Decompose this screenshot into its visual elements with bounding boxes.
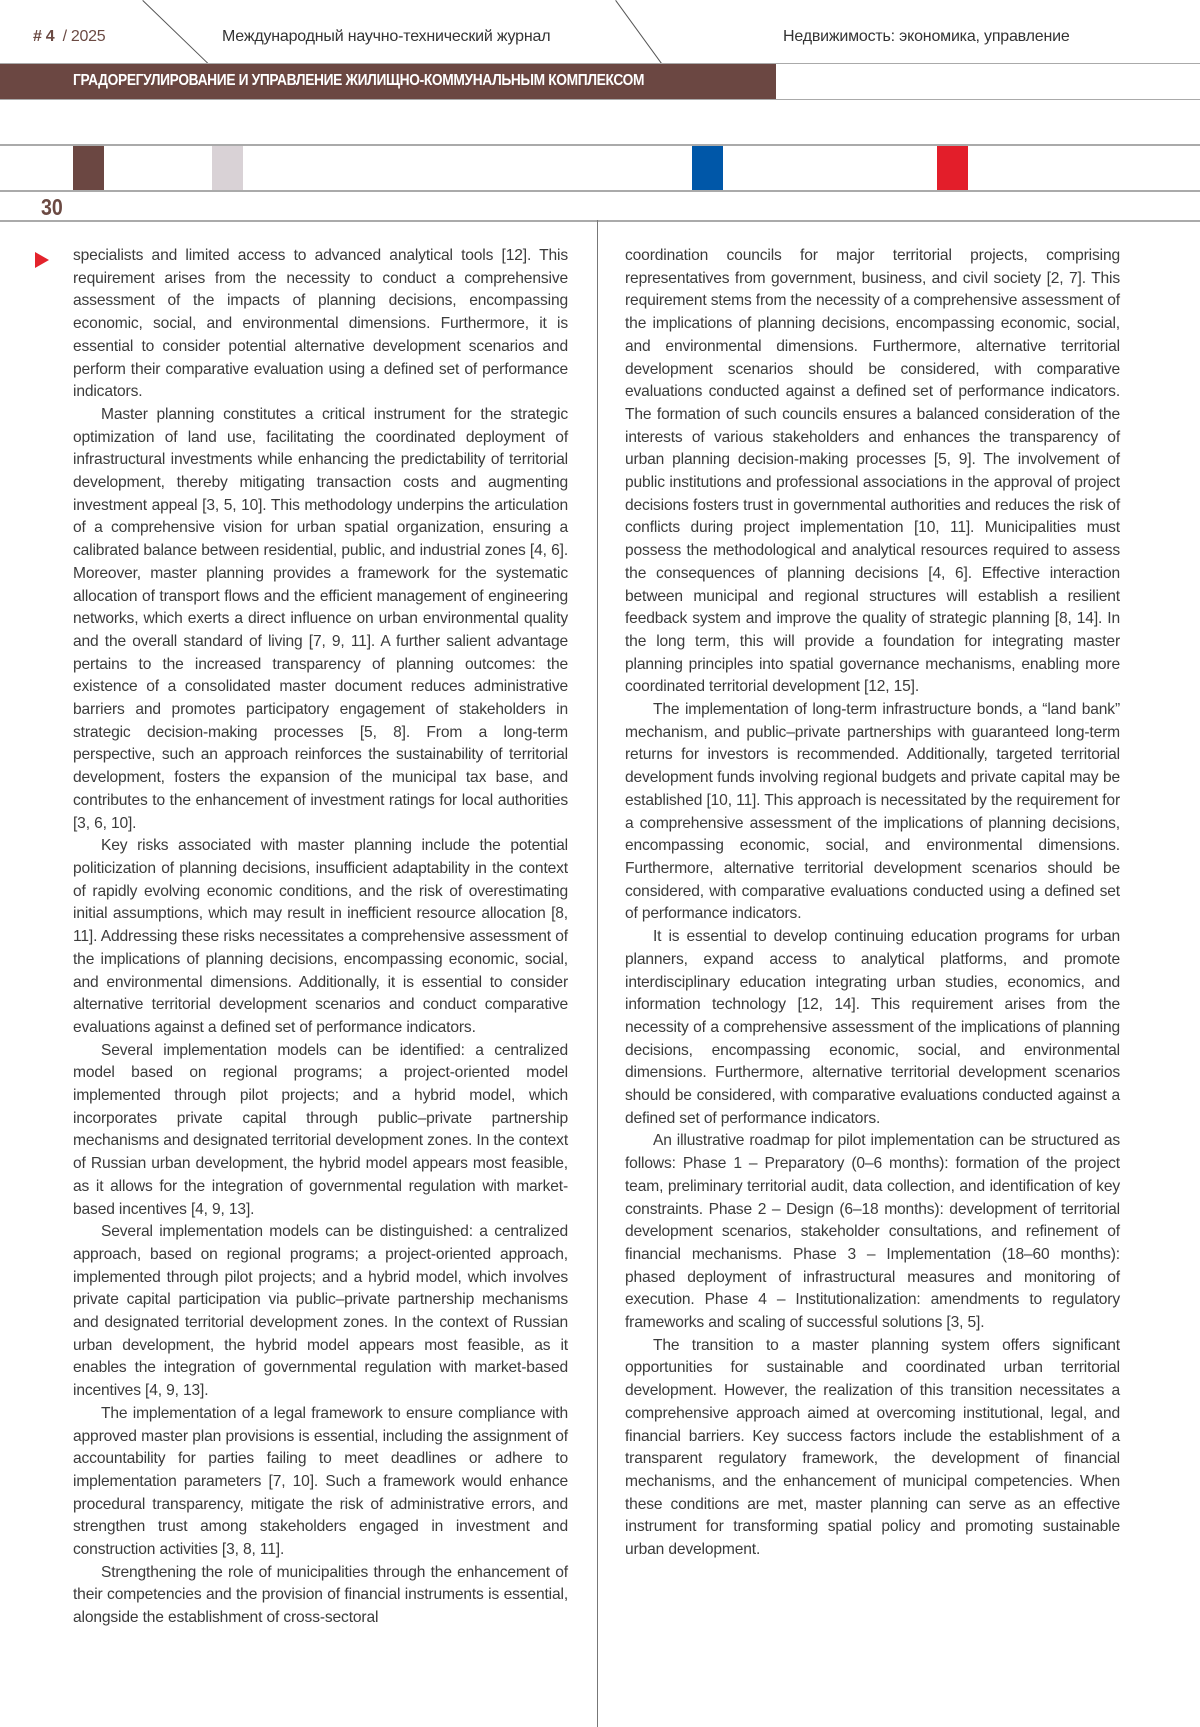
paragraph: The implementation of long-term infrastructure bonds, a “land bank” mechanism, and public–private partnerships with guaranteed long-term returns for investors is recommended. Additionally, targeted territorial development funds involving regional budgets and private capital may be established [10, 11]. This approach is necessitated by the requirement for a comprehensive assessment of the implications of planning decisions, encompassing economic, social, and environmental dimensions. Furthermore, alternative territorial development scenarios should be considered, with comparative evaluations conducted using a defined set of performance indicators.: [625, 701, 1120, 923]
triangle-marker-icon: [35, 252, 49, 268]
issue-year: / 2025: [62, 28, 106, 45]
header-divider-line: [142, 0, 208, 64]
rule: [0, 190, 1200, 192]
rule: [0, 99, 1200, 100]
paragraph: specialists and limited access to advanced analytical tools [12]. This requirement arises from the necessity to conduct a comprehensive assessment of the impacts of planning decisions, encompassing economic, social, and environmental dimensions. Furthermore, it is essential to consider potential alternative development scenarios and perform their comparative evaluation using a defined set of performance indicators.: [73, 247, 568, 401]
paragraph: Several implementation models can be identified: a centralized model based on regional programs; a project-oriented model implemented through pilot projects; and a hybrid model, which incorporates private capital through public–private partnership mechanisms and designated territorial development zones. In the context of Russian urban development, the hybrid model appears most feasible, as it allows for the integration of governmental regulation with market-based incentives [4, 9, 13].: [73, 1041, 568, 1218]
paragraph: An illustrative roadmap for pilot implementation can be structured as follows: Phase 1 – Preparatory (0–6 months): formation of the project team, preliminary territorial audit, data collection, and identification of key constraints. Phase 2 – Design (6–18 months): development of territorial development scenarios, stakeholder consultations, and refinement of financial mechanisms. Phase 3 – Implementation (18–60 months): phased deployment of infrastructural measures and monitoring of execution. Phase 4 – Institutionalization: amendments to regulatory frameworks and scaling of successful solutions [3, 5].: [625, 1132, 1120, 1332]
left-column: [73, 245, 568, 1630]
section-banner: [0, 64, 776, 99]
header-divider-line: [615, 0, 662, 65]
rule: [0, 220, 1200, 222]
paragraph: Strengthening the role of municipalities through the enhancement of their competencies and the provision of financial instruments is essential, alongside the establishment of cross-sectoral: [73, 1563, 568, 1627]
section-title: ГРАДОРЕГУЛИРОВАНИЕ И УПРАВЛЕНИЕ ЖИЛИЩНО-КОММУНАЛЬНЫМ КОМПЛЕКСОМ: [73, 72, 645, 89]
paragraph: The implementation of a legal framework to ensure compliance with approved master plan provisions is essential, including the assignment of accountability for parties failing to meet deadlines or adhere to implementation parameters [7, 10]. Such a framework would enhance procedural transparency, mitigate the risk of administrative errors, and strengthen trust among stakeholders engaged in investment and construction activities [3, 8, 11].: [73, 1404, 568, 1559]
paragraph: Several implementation models can be distinguished: a centralized approach, based on regional programs; a project-oriented approach, implemented through pilot projects; and a hybrid model, which involves private capital participation via public–private partnership mechanisms and designated territorial development zones. In the context of Russian urban development, the hybrid model appears most feasible, as it enables the integration of governmental regulation with market-based incentives [4, 9, 13].: [73, 1223, 568, 1400]
right-column: [625, 245, 1120, 1562]
color-tab-mauve: [212, 146, 243, 190]
paragraph: It is essential to develop continuing education programs for urban planners, expand access to analytical platforms, and promote interdisciplinary education integrating urban studies, economics, and information technology [12, 14]. This requirement arises from the necessity of a comprehensive assessment of the implications of planning decisions, encompassing economic, social, and environmental dimensions. Furthermore, alternative territorial development scenarios should be considered, with comparative evaluations conducted against a defined set of performance indicators.: [625, 928, 1120, 1127]
column-divider: [597, 220, 598, 1727]
color-tab-blue: [692, 146, 723, 190]
issue-number: # 4: [33, 28, 55, 45]
paragraph: The transition to a master planning system offers significant opportunities for sustainable and coordinated urban territorial development. However, the realization of this transition necessitates a comprehensive approach aimed at overcoming institutional, legal, and financial barriers. Key success factors include the establishment of a transparent regulatory framework, the development of financial mechanisms, and the enhancement of municipal competencies. When these conditions are met, master planning can serve as an effective instrument for transforming spatial policy and promoting sustainable urban development.: [625, 1336, 1120, 1559]
rule: [0, 144, 1200, 146]
issue-label: [33, 28, 105, 46]
paragraph: Master planning constitutes a critical instrument for the strategic optimization of land use, facilitating the coordinated deployment of infrastructural investments while enhancing the predictability of territorial development, thereby mitigating transaction costs and augmenting investment appeal [3, 5, 10]. This methodology underpins the articulation of a comprehensive vision for urban spatial organization, ensuring a calibrated balance between residential, public, and industrial zones [4, 6]. Moreover, master planning provides a framework for the systematic allocation of transport flows and the efficient management of engineering networks, which exerts a direct influence on urban environmental quality and the overall standard of living [7, 9, 11]. A further salient advantage pertains to the increased transparency of planning outcomes: the existence of a consolidated master document reduces administrative barriers and promotes participatory engagement of stakeholders in strategic decision-making processes [5, 8]. From a long-term perspective, such an approach reinforces the sustainability of territorial development, fosters the expansion of the municipal tax base, and contributes to the enhancement of investment ratings for local authorities [3, 6, 10].: [73, 405, 568, 832]
journal-name: Международный научно-технический журнал: [222, 28, 551, 45]
color-tab-red: [937, 146, 968, 190]
journal-title: Недвижимость: экономика, управление: [783, 28, 1070, 45]
paragraph: coordination councils for major territorial projects, comprising representatives from government, business, and civil society [2, 7]. This requirement stems from the necessity of a comprehensive assessment of the implications of planning decisions, encompassing economic, social, and environmental dimensions. Furthermore, alternative territorial development scenarios should be considered, with comparative evaluations conducted against a defined set of performance indicators. The formation of such councils ensures a balanced consideration of the interests of various stakeholders and enhances the transparency of urban planning decision-making processes [5, 9]. The involvement of public institutions and professional associations in the approval of project decisions fosters trust in governmental authorities and reduces the risk of conflicts during project implementation [10, 11]. Municipalities must possess the methodological and analytical resources required to assess the consequences of planning decisions [4, 6]. Effective interaction between municipal and regional structures will establish a resilient feedback system and improve the quality of strategic planning [8, 14]. In the long term, this will provide a foundation for integrating master planning principles into spatial governance mechanisms, enabling more coordinated territorial development [12, 15].: [625, 247, 1120, 696]
color-tab-brown: [73, 146, 104, 190]
paragraph: Key risks associated with master planning include the potential politicization of planning decisions, insufficient adaptability in the context of rapidly evolving economic conditions, and the risk of overestimating initial assumptions, which may result in inefficient resource allocation [8, 11]. Addressing these risks necessitates a comprehensive assessment of the implications of planning decisions, encompassing economic, social, and environmental dimensions. Additionally, it is essential to consider alternative territorial development scenarios and conduct comparative evaluations against a defined set of performance indicators.: [73, 837, 568, 1036]
page-number: 30: [41, 194, 63, 220]
